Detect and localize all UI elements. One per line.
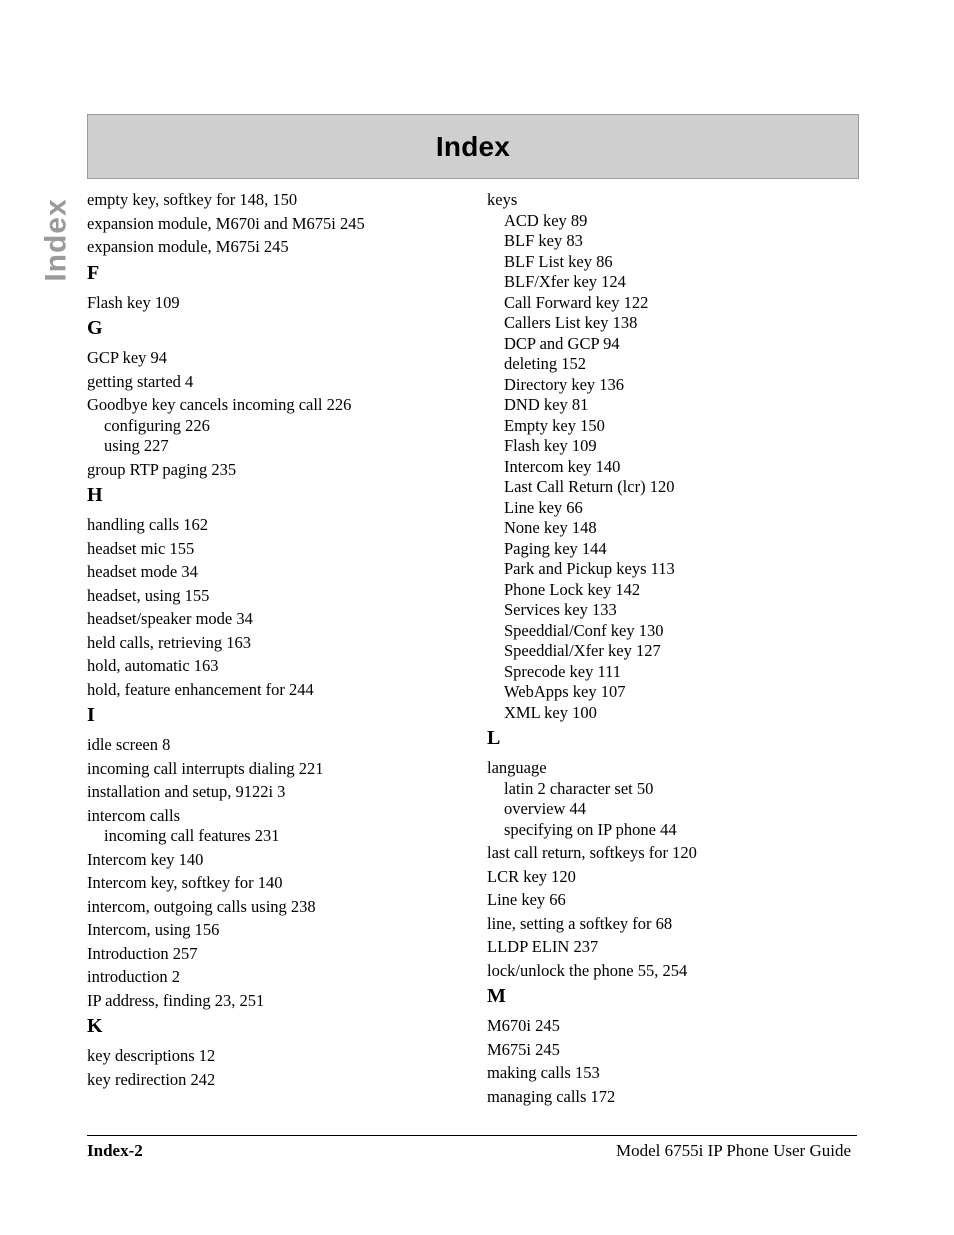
- index-entry-term: making calls 153: [487, 1063, 600, 1082]
- index-entry-term: Intercom key, softkey for 140: [87, 873, 283, 892]
- index-entry-term: keys: [487, 190, 518, 209]
- index-entry-term: GCP key 94: [87, 348, 168, 367]
- index-subentry: DND key 81: [504, 395, 589, 414]
- index-entry: [87, 633, 467, 654]
- index-entry-term: headset mode 34: [87, 562, 198, 581]
- index-column-left: [87, 190, 467, 1093]
- page-title: Index: [435, 130, 511, 162]
- index-entry-term: expansion module, M675i 245: [87, 237, 289, 256]
- index-entry-term: line, setting a softkey for 68: [487, 913, 673, 933]
- index-subentry: BLF/Xfer key 124: [504, 272, 626, 291]
- index-entry-term: managing calls 172: [487, 1086, 616, 1106]
- index-entry: [87, 1046, 467, 1067]
- index-entry: [87, 214, 467, 235]
- index-entry-term: headset/speaker mode 34: [87, 609, 253, 628]
- index-entry: [87, 850, 467, 871]
- index-entry-term: key descriptions 12: [87, 1046, 216, 1065]
- index-subentry: Paging key 144: [504, 538, 607, 558]
- section-letter: G: [87, 317, 103, 339]
- index-entry-term: incoming call interrupts dialing 221: [87, 758, 324, 778]
- index-subentry: Callers List key 138: [504, 313, 638, 332]
- index-entry: [87, 190, 467, 211]
- index-entry: [487, 843, 867, 864]
- index-entry: [87, 782, 467, 803]
- index-header-banner: [87, 114, 859, 179]
- index-subentry: Sprecode key 111: [504, 661, 621, 681]
- index-entry-term: hold, automatic 163: [87, 656, 219, 675]
- index-subentry: DCP and GCP 94: [504, 333, 620, 353]
- index-subentry: Speeddial/Conf key 130: [504, 620, 664, 640]
- index-entry: [87, 237, 467, 258]
- index-column-right: [487, 190, 867, 1110]
- index-entry: [87, 395, 467, 457]
- footer-document-title: Model 6755i IP Phone User Guide: [616, 1141, 851, 1160]
- index-entry-term: language: [487, 758, 547, 777]
- index-entry: [87, 539, 467, 560]
- section-letter: I: [87, 704, 95, 726]
- index-entry-term: LLDP ELIN 237: [487, 937, 599, 956]
- index-entry-term: Introduction 257: [87, 943, 198, 963]
- index-subentry: Empty key 150: [504, 415, 605, 435]
- index-subentry: BLF List key 86: [504, 251, 613, 271]
- index-entry-term: empty key, softkey for 148, 150: [87, 190, 298, 209]
- index-subentry: Flash key 109: [504, 436, 597, 455]
- index-entry-term: M670i 245: [487, 1016, 560, 1035]
- index-entry: [487, 1087, 867, 1108]
- index-entry: [487, 1063, 867, 1084]
- index-entry: [487, 961, 867, 982]
- index-entry: [487, 867, 867, 888]
- index-entry: [487, 937, 867, 958]
- index-entry: [87, 897, 467, 918]
- index-subentry: XML key 100: [504, 702, 597, 722]
- index-entry: [487, 190, 867, 723]
- index-entry: [87, 873, 467, 894]
- index-subentry: ACD key 89: [504, 210, 588, 230]
- index-subentry: Park and Pickup keys 113: [504, 559, 675, 578]
- index-entry: [87, 293, 467, 314]
- index-entry: [87, 759, 467, 780]
- section-letter: H: [87, 484, 103, 506]
- index-entry: [487, 758, 867, 840]
- index-entry-term: introduction 2: [87, 967, 181, 986]
- index-subentry: Directory key 136: [504, 374, 625, 394]
- index-entry: [487, 914, 867, 935]
- index-subentry: Intercom key 140: [504, 456, 621, 476]
- index-entry: [87, 735, 467, 756]
- index-entry-term: getting started 4: [87, 371, 194, 391]
- index-subentry: BLF key 83: [504, 231, 583, 250]
- index-entry-term: hold, feature enhancement for 244: [87, 679, 314, 699]
- index-entry-term: headset, using 155: [87, 585, 210, 605]
- index-entry: [87, 609, 467, 630]
- index-subentry: None key 148: [504, 518, 597, 537]
- index-entry-term: installation and setup, 9122i 3: [87, 782, 286, 801]
- side-tab-label: [40, 190, 74, 290]
- index-entry-term: last call return, softkeys for 120: [487, 843, 697, 862]
- index-entry: [87, 656, 467, 677]
- index-entry-term: key redirection 242: [87, 1069, 216, 1089]
- index-entry: [87, 920, 467, 941]
- index-entry-term: Intercom, using 156: [87, 920, 220, 939]
- index-entry: [87, 991, 467, 1012]
- index-entry-term: lock/unlock the phone 55, 254: [487, 960, 688, 980]
- index-entry-term: LCR key 120: [487, 866, 576, 886]
- index-entry-term: IP address, finding 23, 251: [87, 990, 265, 1010]
- index-entry-term: intercom, outgoing calls using 238: [87, 896, 316, 916]
- index-entry-term: idle screen 8: [87, 735, 171, 754]
- index-entry-term: headset mic 155: [87, 538, 195, 558]
- index-entry: [87, 515, 467, 536]
- index-subentry: using 227: [104, 436, 169, 455]
- index-entry-term: expansion module, M670i and M675i 245: [87, 213, 365, 233]
- side-tab-text: Index: [40, 198, 74, 282]
- index-entry: [87, 348, 467, 369]
- index-entry-term: Flash key 109: [87, 292, 180, 312]
- index-subentry: Last Call Return (lcr) 120: [504, 477, 675, 496]
- index-entry-term: Intercom key 140: [87, 849, 204, 869]
- index-subentry: configuring 226: [104, 415, 210, 435]
- index-subentry: WebApps key 107: [504, 682, 626, 701]
- index-entry: [487, 1016, 867, 1037]
- index-entry: [87, 1070, 467, 1091]
- index-entry-term: held calls, retrieving 163: [87, 632, 252, 652]
- index-entry: [87, 460, 467, 481]
- index-entry-term: intercom calls: [87, 805, 181, 825]
- index-subentry: Line key 66: [504, 497, 583, 517]
- section-letter: L: [487, 727, 501, 749]
- index-entry: [87, 586, 467, 607]
- section-letter: F: [87, 261, 100, 284]
- index-entry: [87, 680, 467, 701]
- index-subentry: Call Forward key 122: [504, 292, 649, 312]
- index-subentry: overview 44: [504, 799, 587, 818]
- footer-divider: [87, 1135, 857, 1136]
- index-entry: [87, 562, 467, 583]
- index-entry: [487, 1040, 867, 1061]
- index-entry: [87, 967, 467, 988]
- index-subentry: specifying on IP phone 44: [504, 819, 677, 839]
- section-letter: M: [487, 985, 506, 1007]
- index-entry-term: M675i 245: [487, 1039, 560, 1059]
- section-letter: K: [87, 1015, 103, 1037]
- index-subentry: incoming call features 231: [104, 826, 280, 845]
- index-entry-term: handling calls 162: [87, 515, 208, 534]
- index-entry-term: Goodbye key cancels incoming call 226: [87, 395, 352, 414]
- index-entry: [87, 372, 467, 393]
- index-entry-term: group RTP paging 235: [87, 459, 237, 479]
- index-subentry: latin 2 character set 50: [504, 778, 654, 798]
- footer-page-number: Index-2: [87, 1141, 143, 1160]
- index-entry-term: Line key 66: [487, 890, 566, 909]
- index-subentry: deleting 152: [504, 354, 587, 373]
- index-entry: [87, 944, 467, 965]
- index-entry: [487, 890, 867, 911]
- index-subentry: Services key 133: [504, 600, 617, 619]
- index-subentry: Speeddial/Xfer key 127: [504, 641, 661, 660]
- index-entry: [87, 806, 467, 847]
- index-subentry: Phone Lock key 142: [504, 579, 641, 599]
